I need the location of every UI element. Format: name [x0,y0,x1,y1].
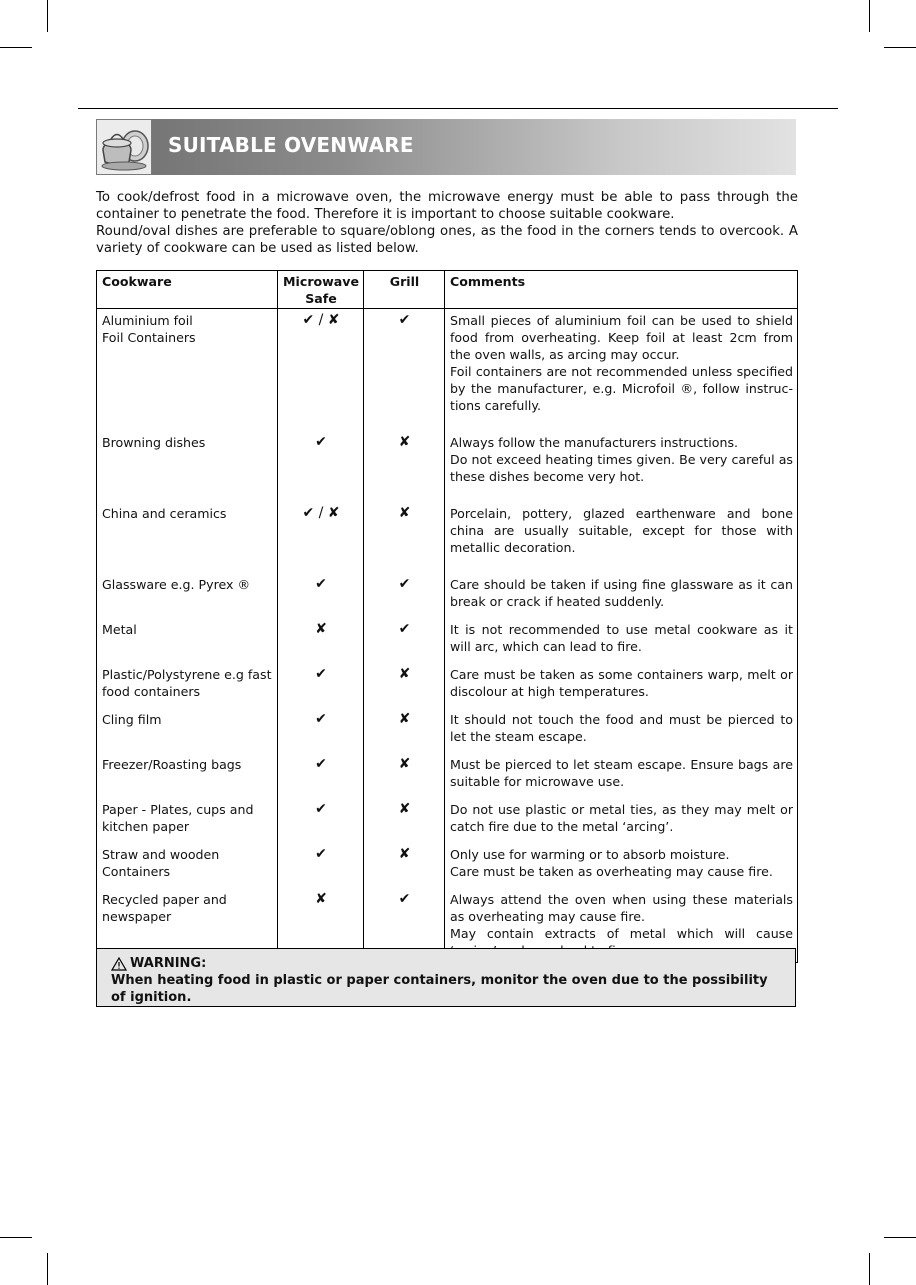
cookware-cell [97,309,278,415]
comment-line: Porcelain, pottery, glazed earthenware and bone china are usually suitable, except for those with metallic decoration. [450,506,793,555]
intro-paragraph: Round/oval dishes are preferable to square/oblong ones, as the food in the corners tends to overcook. A variety of cookware can be used as listed below. [96,224,798,256]
grill-mark: ✘ [398,505,411,521]
cookware-name: Plastic/Polystyrene e.g fast food containers [102,667,272,699]
grill-mark: ✘ [398,711,411,727]
grill-mark: ✘ [398,434,411,450]
cookware-cell [97,655,278,700]
comments-cell [445,556,798,610]
microwave-safe-mark: ✔ [315,576,327,592]
comment-line: It is not recommended to use metal cookware as it will arc, which can lead to fire. [450,622,793,654]
microwave-safe-mark: ✔ / ✘ [302,505,340,521]
grill-cell [364,309,445,415]
cookware-cell [97,700,278,745]
grill-cell [364,790,445,835]
comment-line: It should not touch the food and must be pierced to let the steam escape. [450,712,793,744]
table-body [97,309,798,963]
cookware-cell [97,414,278,485]
comment-line: Care must be taken as overheating may cause fire. [450,864,773,879]
cookware-icon [96,119,152,175]
cookware-name: Browning dishes [102,435,206,450]
microwave-safe-mark: ✔ [315,711,327,727]
grill-mark: ✘ [398,846,411,862]
grill-mark: ✔ [398,312,411,328]
microwave-safe-cell [278,655,364,700]
cookware-cell [97,835,278,880]
grill-cell [364,485,445,556]
table-row [97,745,798,790]
grill-cell [364,414,445,485]
grill-cell [364,610,445,655]
comments-cell [445,414,798,485]
comment-line: Small pieces of aluminium foil can be used to shield food from overheating. Keep foil at least 2cm from the oven walls, as arcing may occur. [450,313,793,362]
cookware-name: Paper - Plates, cups and kitchen paper [102,802,254,834]
grill-mark: ✘ [398,756,411,772]
comments-cell [445,485,798,556]
comment-line: Care should be taken if using fine glassware as it can break or crack if heated suddenly. [450,577,793,609]
cookware-name: Metal [102,622,137,637]
comment-line: Must be pierced to let steam escape. Ensure bags are suitable for microwave use. [450,757,793,789]
cookware-name: Cling film [102,712,162,727]
microwave-safe-mark: ✔ [315,756,327,772]
comment-line: Always follow the manufacturers instructions. [450,435,739,450]
microwave-safe-mark: ✘ [315,891,327,907]
column-header-cookware: Cookware [97,271,278,309]
column-header-microwave-safe [278,271,364,309]
header-rule [78,108,838,109]
column-header-text: Safe [305,291,337,306]
microwave-safe-mark: ✔ [315,434,327,450]
cookware-name: Aluminium foil [102,313,193,328]
microwave-safe-cell [278,835,364,880]
comments-cell [445,700,798,745]
cookware-cell [97,556,278,610]
microwave-safe-cell [278,745,364,790]
comments-cell [445,309,798,415]
page-title: SUITABLE OVENWARE [168,133,414,157]
comments-cell [445,790,798,835]
crop-mark [884,47,916,48]
crop-mark [0,47,32,48]
warning-text: When heating food in plastic or paper containers, monitor the oven due to the possibility of ignition. [111,973,768,1005]
grill-mark: ✔ [398,891,411,907]
microwave-safe-mark: ✔ [315,666,327,682]
comment-line: Always attend the oven when using these materials as overheating may cause fire. [450,892,793,924]
crop-mark [869,1253,870,1285]
crop-mark [884,1237,916,1238]
grill-cell [364,835,445,880]
grill-cell [364,745,445,790]
microwave-safe-cell [278,556,364,610]
table-row [97,700,798,745]
crop-mark [869,0,870,32]
microwave-safe-cell [278,610,364,655]
table-row [97,835,798,880]
table-row [97,309,798,415]
cookware-name: Freezer/Roasting bags [102,757,242,772]
comments-cell [445,610,798,655]
grill-cell [364,556,445,610]
table-row [97,655,798,700]
comment-line: Care must be taken as some containers warp, melt or discolour at high temperatures. [450,667,793,699]
cookware-name: Straw and wooden Containers [102,847,220,879]
microwave-safe-cell [278,309,364,415]
table-row [97,790,798,835]
grill-mark: ✘ [398,801,411,817]
comments-cell [445,745,798,790]
warning-triangle-icon [111,957,127,971]
crop-mark [47,0,48,32]
warning-heading: WARNING: [130,956,207,971]
column-header-text: Microwave [283,274,360,289]
table-row [97,610,798,655]
microwave-safe-mark: ✔ [315,801,327,817]
microwave-safe-cell [278,790,364,835]
grill-mark: ✔ [398,621,411,637]
intro-paragraph: To cook/defrost food in a microwave oven, the microwave energy must be able to pass through the container to penetrate the food. Therefore it is important to choose suitable cookware. [96,190,798,222]
grill-cell [364,655,445,700]
cookware-cell [97,745,278,790]
column-header-comments: Comments [445,271,798,309]
grill-mark: ✔ [398,576,411,592]
cookware-name: Foil Containers [102,330,196,345]
cookware-table [96,270,798,963]
crop-mark [0,1237,32,1238]
microwave-safe-cell [278,485,364,556]
comment-line: May contain extracts of metal which will cause [450,926,793,941]
cookware-cell [97,790,278,835]
section-banner [96,119,796,175]
comment-line: Only use for warming or to absorb moisture. [450,847,730,862]
grill-mark: ✘ [398,666,411,682]
comment-line: Do not exceed heating times given. Be very careful as these dishes become very hot. [450,452,793,484]
crop-mark [47,1253,48,1285]
microwave-safe-cell [278,700,364,745]
intro-text [96,189,798,257]
comments-cell [445,655,798,700]
microwave-safe-cell [278,414,364,485]
warning-box [96,948,796,1007]
comment-line: Foil containers are not recommended unless specified by the manufacturer, e.g. Microfoil ®, follow instruc-tions carefully. [450,364,793,413]
table-header-row [97,271,798,309]
microwave-safe-mark: ✔ [315,846,327,862]
cookware-name: China and ceramics [102,506,227,521]
table-row [97,556,798,610]
column-header-grill: Grill [364,271,445,309]
cookware-cell [97,610,278,655]
table-row [97,414,798,485]
comment-line: Do not use plastic or metal ties, as they may melt or catch fire due to the metal ‘arcing’. [450,802,793,834]
cookware-cell [97,485,278,556]
table-row [97,485,798,556]
grill-cell [364,700,445,745]
cookware-name: Glassware e.g. Pyrex ® [102,577,251,592]
microwave-safe-mark: ✘ [315,621,327,637]
comments-cell [445,835,798,880]
cookware-name: Recycled paper and newspaper [102,892,227,924]
microwave-safe-mark: ✔ / ✘ [302,312,340,328]
